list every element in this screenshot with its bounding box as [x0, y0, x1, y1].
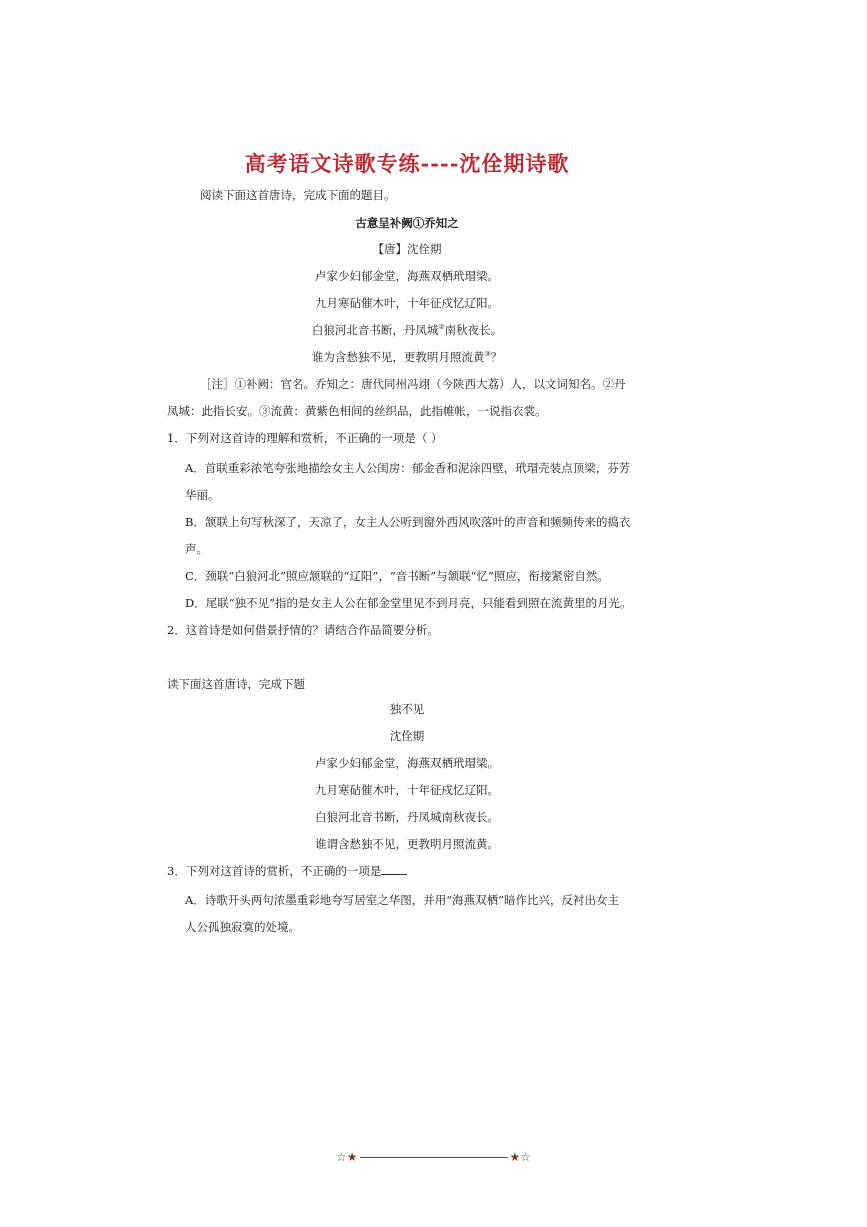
question-2: 2．这首诗是如何借景抒情的？请结合作品简要分析。	[167, 623, 439, 637]
q1-option-a-line-2: 华丽。	[185, 488, 220, 502]
answer-blank	[381, 863, 407, 875]
poem2-author: 沈佺期	[389, 729, 425, 743]
question-3: 3．下列对这首诗的赏析，不正确的一项是	[167, 863, 407, 879]
footer-stars-right: ★☆	[509, 1150, 532, 1164]
poem1-author: 【唐】沈佺期	[372, 242, 442, 256]
q3-option-a-line-1: A．诗歌开头两句浓墨重彩地夸写居室之华图，并用“海燕双栖”暗作比兴，反衬出女主	[185, 893, 620, 907]
q1-option-d: D．尾联“独不见”指的是女主人公在郁金堂里见不到月亮，只能看到照在流黄里的月光。	[185, 596, 632, 610]
footer-stars-left: ☆★	[335, 1150, 358, 1164]
poem1-line-4: 谁为含愁独不见，更教明月照流黄③？	[311, 350, 503, 364]
section2-intro: 读下面这首唐诗，完成下题	[167, 677, 305, 691]
q1-option-a-line-1: A．首联重彩浓笔夸张地描绘女主人公闺房：郁金香和泥涂四壁，玳瑁壳装点顶梁，芬芳	[185, 461, 631, 475]
poem1-line-2: 九月寒砧催木叶，十年征戍忆辽阳。	[315, 296, 499, 310]
poem2-line-2: 九月寒砧催木叶，十年征戍忆辽阳。	[315, 783, 499, 797]
poem1-title: 古意呈补阙①乔知之	[355, 216, 459, 230]
page-title: 高考语文诗歌专练----沈佺期诗歌	[244, 151, 570, 176]
question-1: 1．下列对这首诗的理解和赏析，不正确的一项是（ ）	[167, 431, 443, 445]
poem1-line-3: 白狼河北音书断，丹凤城②南秋夜长。	[311, 323, 503, 337]
q3-option-a-line-2: 人公孤独寂寞的处境。	[185, 920, 300, 934]
q1-option-b-line-2: 声。	[185, 542, 208, 556]
footer-ornament	[0, 1150, 867, 1165]
poem2-line-4: 谁谓含愁独不见，更教明月照流黄。	[315, 837, 499, 851]
poem1-note-line-2: 凤城：此指长安。③流黄：黄紫色相间的丝织品，此指帷帐，一说指衣裳。	[167, 404, 547, 418]
q1-option-b-line-1: B．颔联上句写秋深了，天凉了，女主人公听到窗外西风吹落叶的声音和频频传来的捣衣	[185, 515, 631, 529]
footer-rule	[360, 1157, 508, 1158]
poem1-line-1: 卢家少妇郁金堂，海燕双栖玳瑁梁。	[315, 269, 499, 283]
poem2-title: 独不见	[389, 702, 425, 716]
poem2-line-3: 白狼河北音书断，丹凤城南秋夜长。	[315, 810, 499, 824]
q1-option-c: C．颈联“白狼河北”照应颔联的“辽阳”，“音书断”与颔联“忆”照应，衔接紧密自然。	[185, 569, 609, 583]
poem1-note-line-1: ［注］①补阙：官名。乔知之：唐代同州冯翊（今陕西大荔）人，以文词知名。②丹	[200, 377, 626, 391]
section1-intro: 阅读下面这首唐诗，完成下面的题目。	[200, 188, 396, 202]
poem2-line-1: 卢家少妇郁金堂，海燕双栖玳瑁梁。	[315, 756, 499, 770]
